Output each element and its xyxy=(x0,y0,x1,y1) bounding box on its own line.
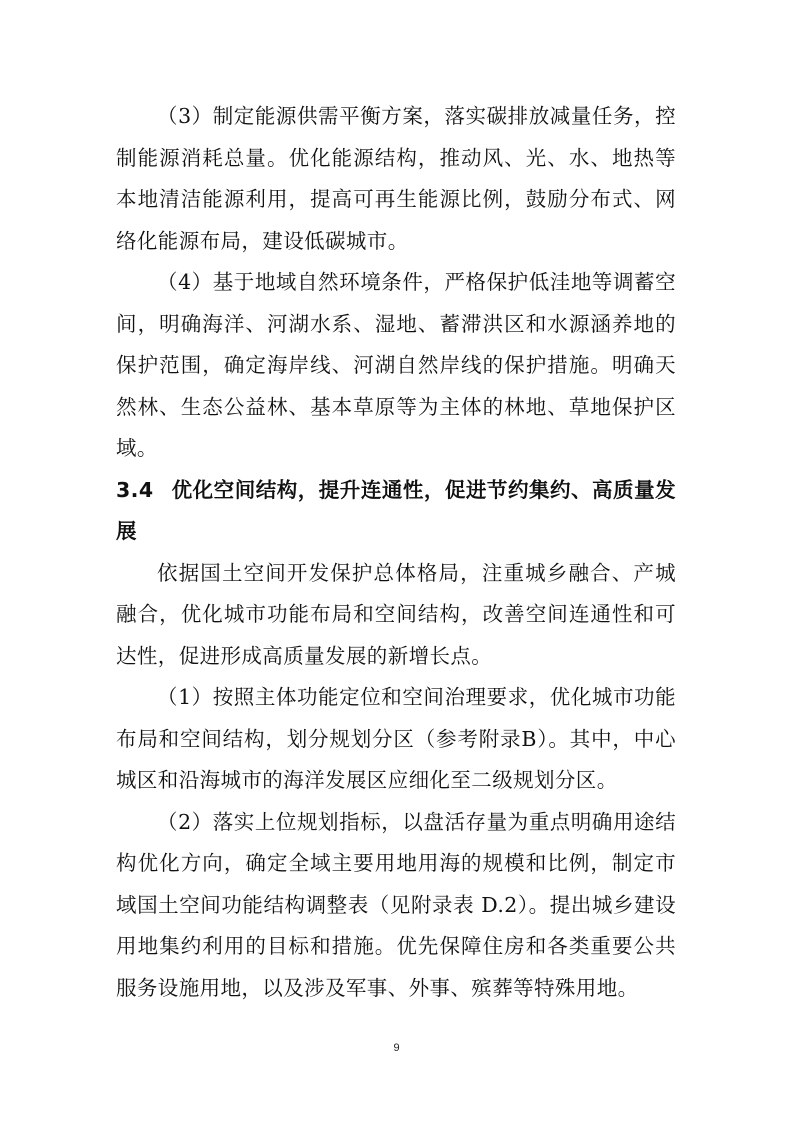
page-number: 9 xyxy=(393,1042,400,1054)
paragraph-energy-balance: （3）制定能源供需平衡方案，落实碳排放减量任务，控制能源消耗总量。优化能源结构，推动风、光、水、地热等本地清洁能源利用，提高可再生能源比例，鼓励分布式、网络化能源布局，建设低碳城市。 xyxy=(116,104,676,253)
paragraph-section-intro: 依据国土空间开发保护总体格局，注重城乡融合、产城融合，优化城市功能布局和空间结构，改善空间连通性和可达性，促进形成高质量发展的新增长点。 xyxy=(116,560,676,668)
section-title: 优化空间结构，提升连通性，促进节约集约、高质量发展 xyxy=(116,477,676,543)
section-heading xyxy=(116,470,676,553)
page-body xyxy=(116,96,676,1009)
section-number: 3.4 xyxy=(116,477,154,502)
paragraph-planning-indicators: （2）落实上位规划指标，以盘活存量为重点明确用途结构优化方向，确定全域主要用地用海的规模和比例，制定市域国土空间功能结构调整表（见附录表 D.2）。提出城乡建设用地集约利用的目标和措施。优先保障住房和各类重要公共服务设施用地，以及涉及军事、外事、殡葬等特殊用地。 xyxy=(116,809,676,1000)
paragraph-functional-layout: （1）按照主体功能定位和空间治理要求，优化城市功能布局和空间结构，划分规划分区（参考附录B）。其中，中心城区和沿海城市的海洋发展区应细化至二级规划分区。 xyxy=(116,685,676,792)
paragraph-natural-environment: （4）基于地域自然环境条件，严格保护低洼地等调蓄空间，明确海洋、河湖水系、湿地、蓄滞洪区和水源涵养地的保护范围，确定海岸线、河湖自然岸线的保护措施。明确天然林、生态公益林、基本草原等为主体的林地、草地保护区域。 xyxy=(116,270,676,460)
